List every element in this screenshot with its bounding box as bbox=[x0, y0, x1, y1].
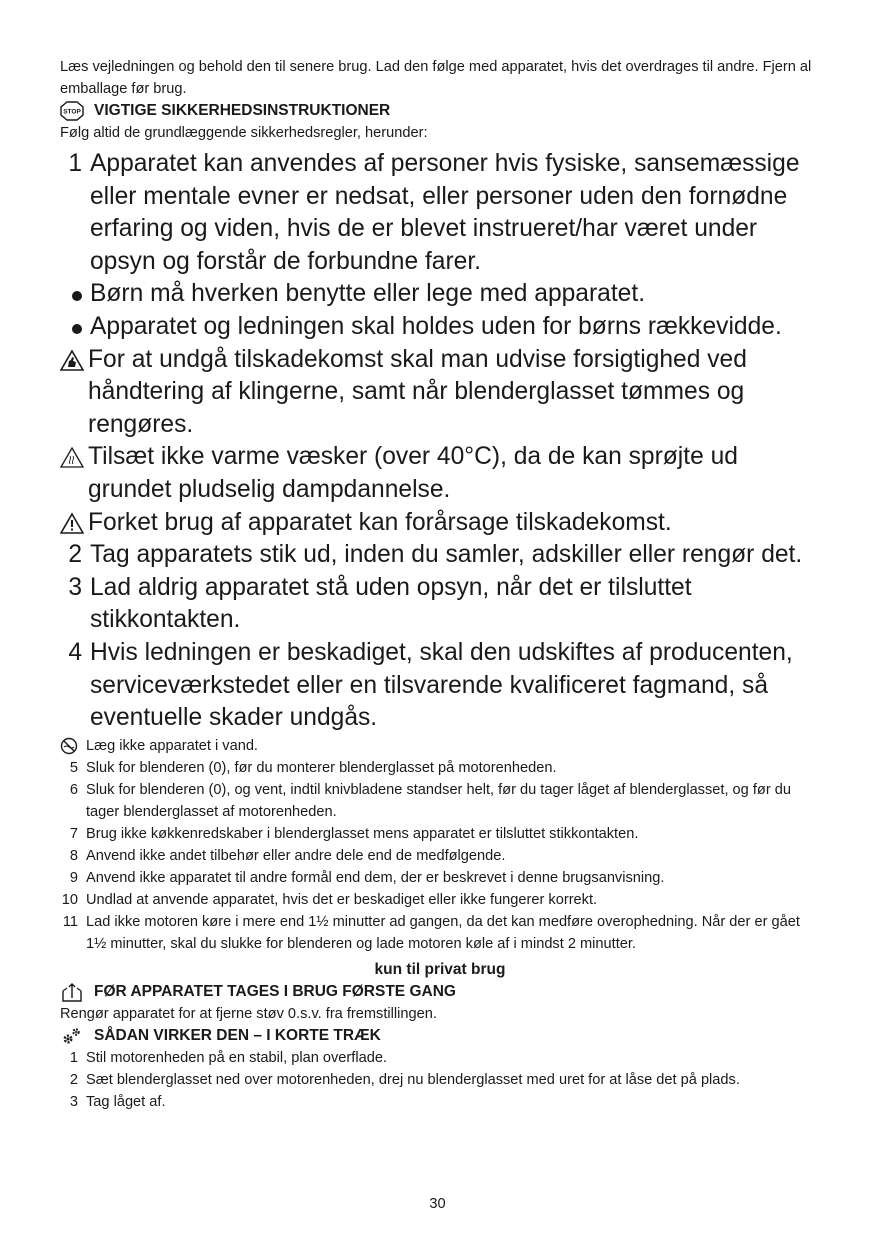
how-it-works-heading bbox=[60, 1025, 820, 1047]
stop-icon bbox=[60, 101, 84, 121]
list-item: 11 Lad ikke motoren køre i mere end 1½ minutter ad gangen, da det kan medføre overophedning. Når der er gået 1½ minutter, skal du slukke for blenderen og lade motoren køle af i mindst 2 minutter. bbox=[60, 911, 820, 955]
item-number: 10 bbox=[61, 891, 78, 908]
item-number: 9 bbox=[69, 869, 78, 886]
first-use-text: Rengør apparatet for at fjerne støv 0.s.v. fra fremstillingen. bbox=[60, 1005, 437, 1022]
item-number: 8 bbox=[69, 847, 78, 864]
bullet-icon bbox=[72, 324, 82, 334]
list-item: 5 Sluk for blenderen (0), før du monterer blenderglasset på motorenheden. bbox=[60, 757, 820, 779]
safety-small-list bbox=[60, 735, 820, 955]
item-number: 7 bbox=[69, 825, 78, 842]
list-item: For at undgå tilskadekomst skal man udvise forsigtighed ved håndtering af klingerne, samt når blenderglasset tømmes og rengøres. bbox=[60, 344, 820, 442]
bullet-icon bbox=[72, 291, 82, 301]
first-use-heading bbox=[60, 981, 820, 1003]
item-number: 3 bbox=[68, 573, 82, 601]
hand-warning-icon bbox=[60, 349, 84, 373]
item-number: 4 bbox=[68, 638, 82, 666]
list-item: 3 Tag låget af. bbox=[60, 1091, 820, 1113]
item-number: 1 bbox=[68, 150, 82, 177]
svg-text:STOP: STOP bbox=[63, 108, 81, 116]
list-item: 1 Apparatet kan anvendes af personer hvis fysiske, sansemæssige eller mentale evner er nedsat, eller personer uden den fornødne erfaring og viden, hvis de er blevet instrueret/har været under opsyn og forstår de forbundne farer. bbox=[60, 148, 820, 278]
list-item: Tilsæt ikke varme væsker (over 40°C), da de kan sprøjte ud grundet pludselig dampdannelse. bbox=[60, 441, 820, 506]
intro-text: Læs vejledningen og behold den til senere brug. Lad den følge med apparatet, hvis det overdrages til andre. Fjern al emballage før brug. bbox=[60, 59, 812, 97]
item-number: 3 bbox=[69, 1093, 78, 1110]
unpack-icon bbox=[60, 982, 84, 1002]
item-number: 2 bbox=[69, 1071, 78, 1088]
item-number: 11 bbox=[62, 913, 78, 930]
safety-list bbox=[60, 148, 820, 735]
list-item: 3 Lad aldrig apparatet stå uden opsyn, når det er tilsluttet stikkontakten. bbox=[60, 572, 820, 637]
no-water-icon bbox=[60, 737, 78, 755]
list-item: 2 Sæt blenderglasset ned over motorenheden, drej nu blenderglasset med uret for at låse det på plads. bbox=[60, 1069, 820, 1091]
list-item: Børn må hverken benytte eller lege med apparatet. bbox=[60, 278, 820, 311]
item-number: 1 bbox=[69, 1049, 78, 1066]
gears-icon bbox=[60, 1026, 84, 1046]
safety-heading bbox=[60, 100, 820, 122]
list-item: Læg ikke apparatet i vand. bbox=[60, 735, 820, 757]
list-item: 6 Sluk for blenderen (0), og vent, indtil knivbladene standser helt, før du tager låget af blenderglasset, og før du tager blenderglasset af motorenheden. bbox=[60, 779, 820, 823]
list-item: Apparatet og ledningen skal holdes uden for børns rækkevidde. bbox=[60, 311, 820, 344]
steam-warning-icon bbox=[60, 446, 84, 470]
manual-page bbox=[60, 56, 820, 1113]
first-use-title: FØR APPARATET TAGES I BRUG FØRSTE GANG bbox=[94, 982, 456, 1000]
page-number: 30 bbox=[429, 1196, 446, 1212]
list-item: 9 Anvend ikke apparatet til andre formål end dem, der er beskrevet i denne brugsanvisning. bbox=[60, 867, 820, 889]
how-it-works-title: SÅDAN VIRKER DEN – I KORTE TRÆK bbox=[94, 1026, 381, 1044]
list-item: 2 Tag apparatets stik ud, inden du samler, adskiller eller rengør det. bbox=[60, 539, 820, 572]
list-item: 4 Hvis ledningen er beskadiget, skal den udskiftes af producenten, serviceværkstedet eller en tilsvarende kvalificeret fagmand, så eventuelle skader undgås. bbox=[60, 637, 820, 735]
safety-subtitle: Følg altid de grundlæggende sikkerhedsregler, herunder: bbox=[60, 125, 428, 141]
list-item: Forket brug af apparatet kan forårsage tilskadekomst. bbox=[60, 507, 820, 540]
list-item: 10 Undlad at anvende apparatet, hvis det er beskadiget eller ikke fungerer korrekt. bbox=[60, 889, 820, 911]
list-item: 1 Stil motorenheden på en stabil, plan overflade. bbox=[60, 1047, 820, 1069]
item-number: 2 bbox=[68, 541, 82, 569]
item-number: 6 bbox=[69, 781, 78, 798]
how-it-works-list bbox=[60, 1047, 820, 1113]
private-use-note: kun til privat brug bbox=[374, 960, 506, 978]
item-number: 5 bbox=[69, 759, 78, 776]
list-item: 7 Brug ikke køkkenredskaber i blenderglasset mens apparatet er tilsluttet stikkontakten. bbox=[60, 823, 820, 845]
safety-title: VIGTIGE SIKKERHEDSINSTRUKTIONER bbox=[94, 102, 391, 119]
warning-icon bbox=[60, 512, 84, 536]
list-item: 8 Anvend ikke andet tilbehør eller andre dele end de medfølgende. bbox=[60, 845, 820, 867]
